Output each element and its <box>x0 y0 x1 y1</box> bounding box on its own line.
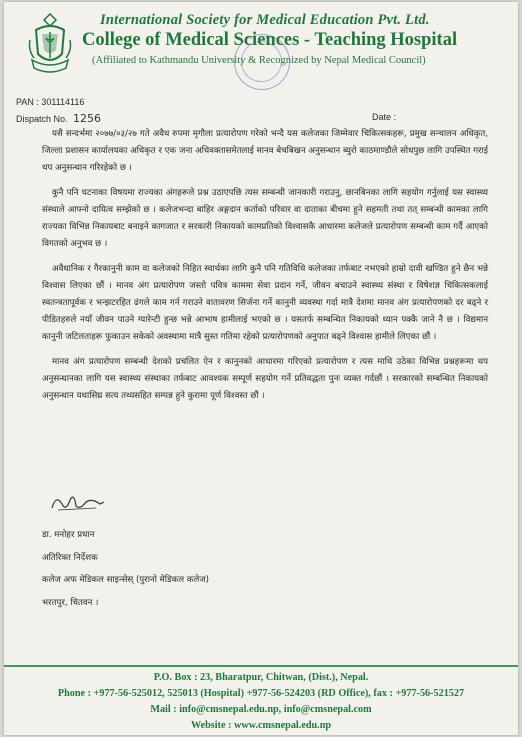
footer-divider <box>4 665 518 667</box>
college-name: College of Medical Sciences - Teaching Hospital <box>82 30 458 50</box>
affiliation-line: (Affiliated to Kathmandu University & Recognized by Nepal Medical Council) <box>92 55 426 66</box>
signatory-title: अतिरिक्त निर्देशक <box>42 552 98 563</box>
date-label: Date : <box>372 112 397 122</box>
letter-page <box>4 2 518 735</box>
college-emblem-icon <box>26 10 74 80</box>
pan-number: PAN : 301114116 <box>16 97 85 107</box>
letter-body <box>42 126 488 413</box>
signatory-organization: कलेज अफ मेडिकल साइन्सेस् (पुरानो मेडिकल कलेज) <box>42 575 209 585</box>
signatory-location: भरतपुर, चितवन । <box>42 597 99 608</box>
dispatch-label: Dispatch No. <box>16 114 68 124</box>
footer-mail: Mail : info@cmsnepal.edu.np, info@cmsnepal.com <box>150 704 372 715</box>
body-paragraph: यसै सन्दर्भमा २०७७/०३/२७ गते अवैध रुपमा मृगौला प्रत्यारोपण गरेको भन्दै यस कलेजका जिम्मेवार चिकित्सकहरू, प्रमुख सन्चालन अधिकृत, जिल्ला प्रशासन कार्यालयका अधिकृत र एक जना अधिवक्तासमेतलाई मानव बेचबिखन अनुसन्धान ब्युरो काठमाण्डौले सोधपुछ लागि उपस्थित गराई थप अनुसन्धान गरिरहेको छ । <box>42 129 488 173</box>
footer-phone: Phone : +977-56-525012, 525013 (Hospital) +977-56-524203 (RD Office), fax : +977-56-521527 <box>57 688 465 699</box>
signature-block <box>42 524 342 614</box>
footer-address: P.O. Box : 23, Bharatpur, Chitwan, (Dist.), Nepal. <box>153 672 369 683</box>
signatory-name: डा. मनोहर प्रधान <box>42 530 95 540</box>
body-paragraph: मानव अंग प्रत्यारोपण सम्बन्धी देशको प्रचलित ऐन र कानुनको आधारमा गरिएको प्रत्यारोपण र त्यस माथि उठेका विभिन्न प्रश्नहरूमा थप अनुसन्धानका लागि यस स्वास्थ्य संस्थाका तर्फबाट आवश्यक सम्पूर्ण सहयोग गर्ने प्रतिवद्धता पुनः व्यक्त गर्दछौं । सरकारको सम्बन्धित निकायको अनुसन्धान यथासिघ्र सत्य तथ्यसहित सम्पन्न हुने कुरामा पूर्ण विश्वस्त छौं । <box>42 357 488 401</box>
dispatch-line <box>16 112 101 125</box>
society-name: International Society for Medical Education Pvt. Ltd. <box>100 12 430 28</box>
body-paragraph: कुनै पनि घटनाका विषयमा राज्यका अंगहरूले प्रश्न उठाएपछि त्यस सम्बन्धी जानकारी गराउनु, छानबिनका लागि सहयोग गर्नुलाई यस स्वास्थ्य संस्थाले आफ्नो दायित्व सम्झेको छ । कलेजभन्दा बाहिर अङ्गदान कर्ताको परिवार वा दाताका बीचमा हुने सहमती तथा तत् सम्बन्धी कामका लागि राज्यका विभिन्न निकायबाट बनाइने कागजात र सरकारी निकायको कामप्रतिको विश्वासकै आधारमा कलेजले प्रत्यारोपण सम्बन्धी काम गर्दै आएको विगतको अनुभव छ । <box>42 188 488 249</box>
footer-website: Website : www.cmsnepal.edu.np <box>190 720 332 731</box>
handwritten-signature <box>48 490 108 516</box>
dispatch-number: 1256 <box>73 112 102 125</box>
footer-contact <box>4 670 518 734</box>
body-paragraph: अवैधानिक र गैरकानुनी काम वा कलेजको निहित स्वार्थका लागि कुनै पनि गतिविधि कलेजका तर्फबाट नभएको हाम्रो दावी खण्डित हुने छैन भन्ने विश्वास लिएका छौं । मानव अंग प्रत्यारोपण जस्तो पवित्र काममा सेवा प्रदान गर्ने, जीवन बचाउने स्वास्थ्य संस्था र विषेशज्ञ चिकित्सकलाई स्वतन्त्रतापूर्वक र भन्झटरहित ढंगले काम गर्न गराउने वातावरण सिर्जना गर्ने कानुनी व्यवस्था गर्दा मात्रै देशमा मानव अंग प्रत्यारोपणको दर बढ्ने र पीडितहरुले नयाँ जीवन पाउने ग्यारेन्टी हुन्छ भन्ने आभाष हामीलाई भएको छ । यसतर्फ सम्बन्धित निकायको ध्यान पक्कै जाने नै छ । विद्यमान कानुनी जटिलताहरू फुकाउन सकेको अवस्थामा मात्रै सुस्त गतिमा रहेको प्रत्यारोपणको अनुपात बढ्ने विश्वास हामीले लिएका छौं । <box>42 264 488 342</box>
